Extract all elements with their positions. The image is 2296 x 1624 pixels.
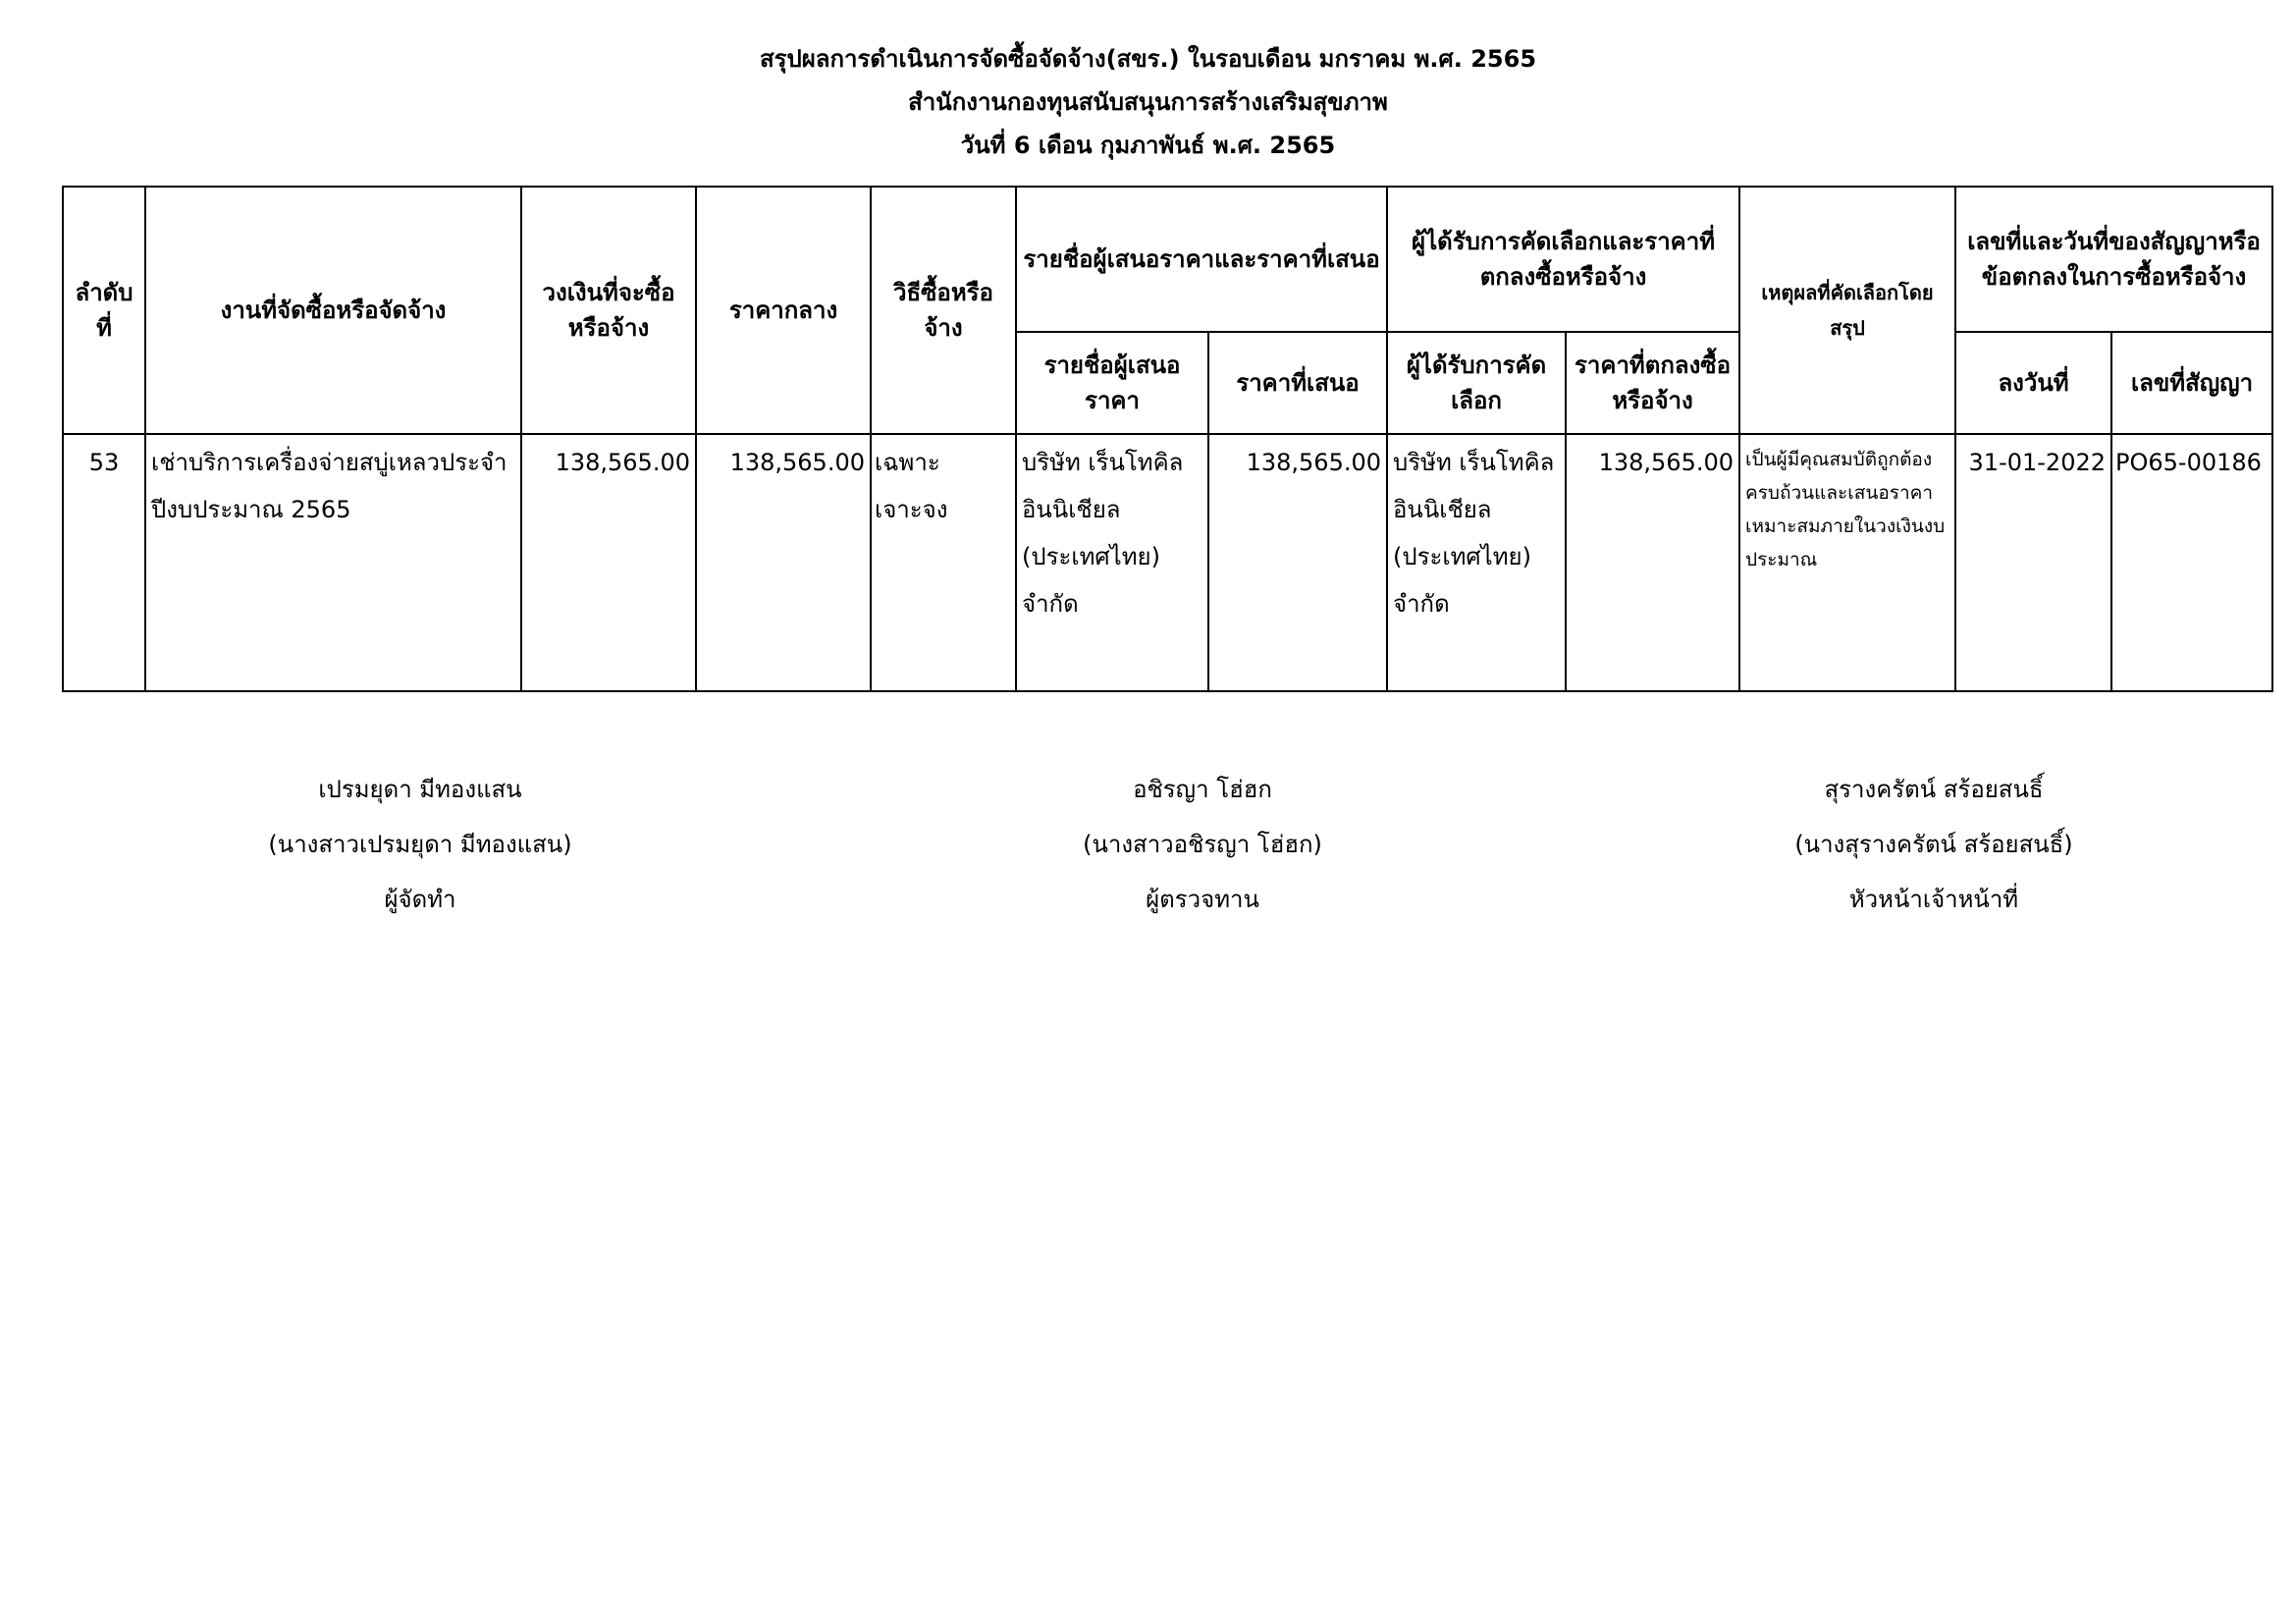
header-agreed-price: ราคาที่ตกลงซื้อหรือจ้าง	[1566, 332, 1739, 434]
signature-role: หัวหน้าเจ้าหน้าที่	[1848, 886, 2019, 913]
header-contract-group: เลขที่และวันที่ของสัญญาหรือข้อตกลงในการซื้อหรือจ้าง	[1955, 187, 2272, 332]
cell-reason: เป็นผู้มีคุณสมบัติถูกต้องครบถ้วนและเสนอราคาเหมาะสมภายในวงเงินงบประมาณ	[1739, 434, 1955, 691]
document-title: สรุปผลการดำเนินการจัดซื้อจัดจ้าง(สขร.) ในรอบเดือน มกราคม พ.ศ. 2565	[759, 45, 1537, 73]
header-bidders-group: รายชื่อผู้เสนอราคาและราคาที่เสนอ	[1016, 187, 1387, 332]
cell-contract-date: 31-01-2022	[1955, 434, 2111, 691]
header-selected-group: ผู้ได้รับการคัดเลือกและราคาที่ตกลงซื้อหรือจ้าง	[1387, 187, 1739, 332]
header-budget: วงเงินที่จะซื้อหรือจ้าง	[521, 187, 696, 434]
signature-full-name: (นางสาวอชิรญา โฮ่ฮก)	[1083, 831, 1322, 858]
signature-full-name: (นางสาวเปรมยุดา มีทองแสน)	[268, 831, 572, 858]
signature-role: ผู้ตรวจทาน	[1146, 886, 1259, 913]
header-selected-name: ผู้ได้รับการคัดเลือก	[1387, 332, 1566, 434]
cell-seq: 53	[63, 434, 145, 691]
cell-agreed-price: 138,565.00	[1566, 434, 1739, 691]
header-median-price: ราคากลาง	[696, 187, 871, 434]
signature-preparer	[126, 762, 715, 927]
signature-name: สุรางครัตน์ สร้อยสนธิ์	[1824, 776, 2044, 803]
header-bidder-name: รายชื่อผู้เสนอราคา	[1016, 332, 1208, 434]
cell-method: เฉพาะเจาะจง	[871, 434, 1016, 691]
document-date: วันที่ 6 เดือน กุมภาพันธ์ พ.ศ. 2565	[960, 132, 1336, 159]
cell-median-price: 138,565.00	[696, 434, 871, 691]
cell-budget: 138,565.00	[521, 434, 696, 691]
procurement-table	[62, 186, 2273, 692]
signature-head-officer	[1639, 762, 2228, 927]
header-reason: เหตุผลที่คัดเลือกโดยสรุป	[1739, 187, 1955, 434]
header-contract-no: เลขที่สัญญา	[2111, 332, 2272, 434]
header-contract-date: ลงวันที่	[1955, 332, 2111, 434]
cell-bidder-name: บริษัท เร็นโทคิล อินนิเชียล (ประเทศไทย) จำกัด	[1016, 434, 1208, 691]
signature-name: เปรมยุดา มีทองแสน	[318, 776, 522, 803]
signature-full-name: (นางสุรางครัตน์ สร้อยสนธิ์)	[1794, 831, 2073, 858]
cell-work: เช่าบริการเครื่องจ่ายสบู่เหลวประจำปีงบประมาณ 2565	[145, 434, 521, 691]
header-bid-price: ราคาที่เสนอ	[1208, 332, 1387, 434]
signature-role: ผู้จัดทำ	[384, 886, 456, 913]
document-header	[0, 37, 2296, 167]
cell-bid-price: 138,565.00	[1208, 434, 1387, 691]
header-method: วิธีซื้อหรือจ้าง	[871, 187, 1016, 434]
header-work: งานที่จัดซื้อหรือจัดจ้าง	[145, 187, 521, 434]
organization-name: สำนักงานกองทุนสนับสนุนการสร้างเสริมสุขภาพ	[908, 88, 1388, 116]
header-seq: ลำดับที่	[63, 187, 145, 434]
signature-name: อชิรญา โฮ่ฮก	[1133, 776, 1272, 803]
cell-selected-name: บริษัท เร็นโทคิล อินนิเชียล (ประเทศไทย) จำกัด	[1387, 434, 1566, 691]
table-row	[63, 434, 2272, 691]
signature-reviewer	[908, 762, 1497, 927]
cell-contract-no: PO65-00186	[2111, 434, 2272, 691]
